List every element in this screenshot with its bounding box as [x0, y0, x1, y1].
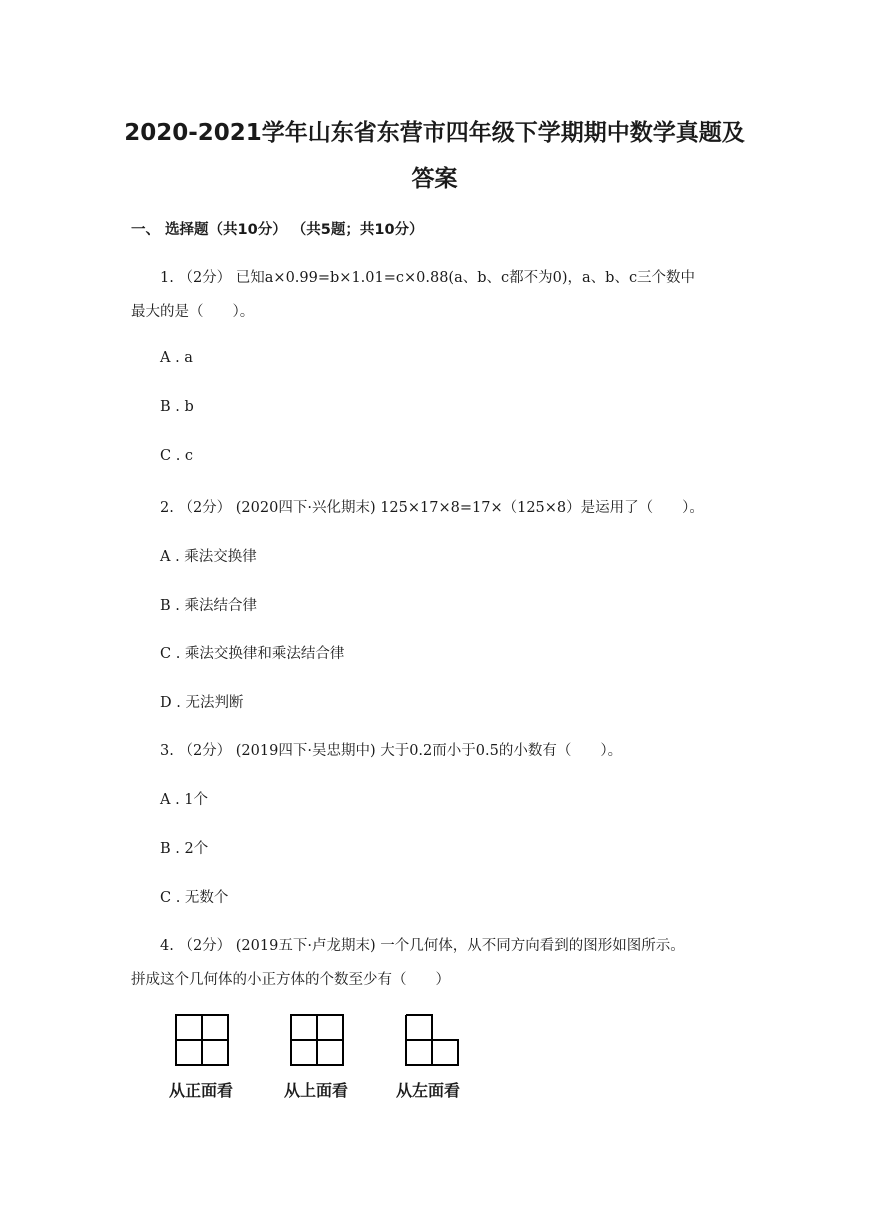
question-3-text: 3. （2分） (2019四下·吴忠期中) 大于0.2而小于0.5的小数有（ ）。	[160, 743, 623, 759]
question-2-option-b: B . 乘法结合律	[160, 598, 257, 614]
question-2-option-c: C . 乘法交换律和乘法结合律	[160, 646, 345, 662]
question-4-text: 4. （2分） (2019五下·卢龙期末) 一个几何体，从不同方向看到的图形如图所示。	[160, 938, 685, 954]
question-3-option-a: A . 1个	[160, 792, 209, 808]
question-4-text-cont: 拼成这个几何体的小正方体的个数至少有（ ）	[131, 972, 450, 988]
document-title-line2: 答案	[411, 166, 458, 192]
left-view-figure	[405, 1014, 459, 1066]
question-3-option-b: B . 2个	[160, 841, 209, 857]
document-title-line1: 2020-2021学年山东省东营市四年级下学期期中数学真题及	[124, 120, 745, 146]
question-3-option-c: C . 无数个	[160, 890, 229, 906]
front-view-figure	[175, 1014, 229, 1066]
question-2-option-d: D . 无法判断	[160, 695, 244, 711]
question-2-option-a: A . 乘法交换律	[160, 549, 257, 565]
top-view-figure	[290, 1014, 344, 1066]
question-1-option-a: A . a	[160, 350, 193, 366]
question-1-text: 1. （2分） 已知a×0.99=b×1.01=c×0.88(a、b、c都不为0)，a、b、c三个数中	[160, 270, 696, 286]
front-view-caption: 从正面看	[168, 1081, 233, 1100]
top-view-caption: 从上面看	[283, 1081, 348, 1100]
question-2-text: 2. （2分） (2020四下·兴化期末) 125×17×8=17×（125×8）是运用了（ ）。	[160, 500, 704, 516]
question-1-text-cont: 最大的是（ ）。	[131, 304, 255, 320]
question-1-option-b: B . b	[160, 399, 194, 415]
section-heading: 一、 选择题（共10分） （共5题；共10分）	[131, 222, 424, 238]
left-view-caption: 从左面看	[395, 1081, 460, 1100]
question-1-option-c: C . c	[160, 448, 194, 464]
